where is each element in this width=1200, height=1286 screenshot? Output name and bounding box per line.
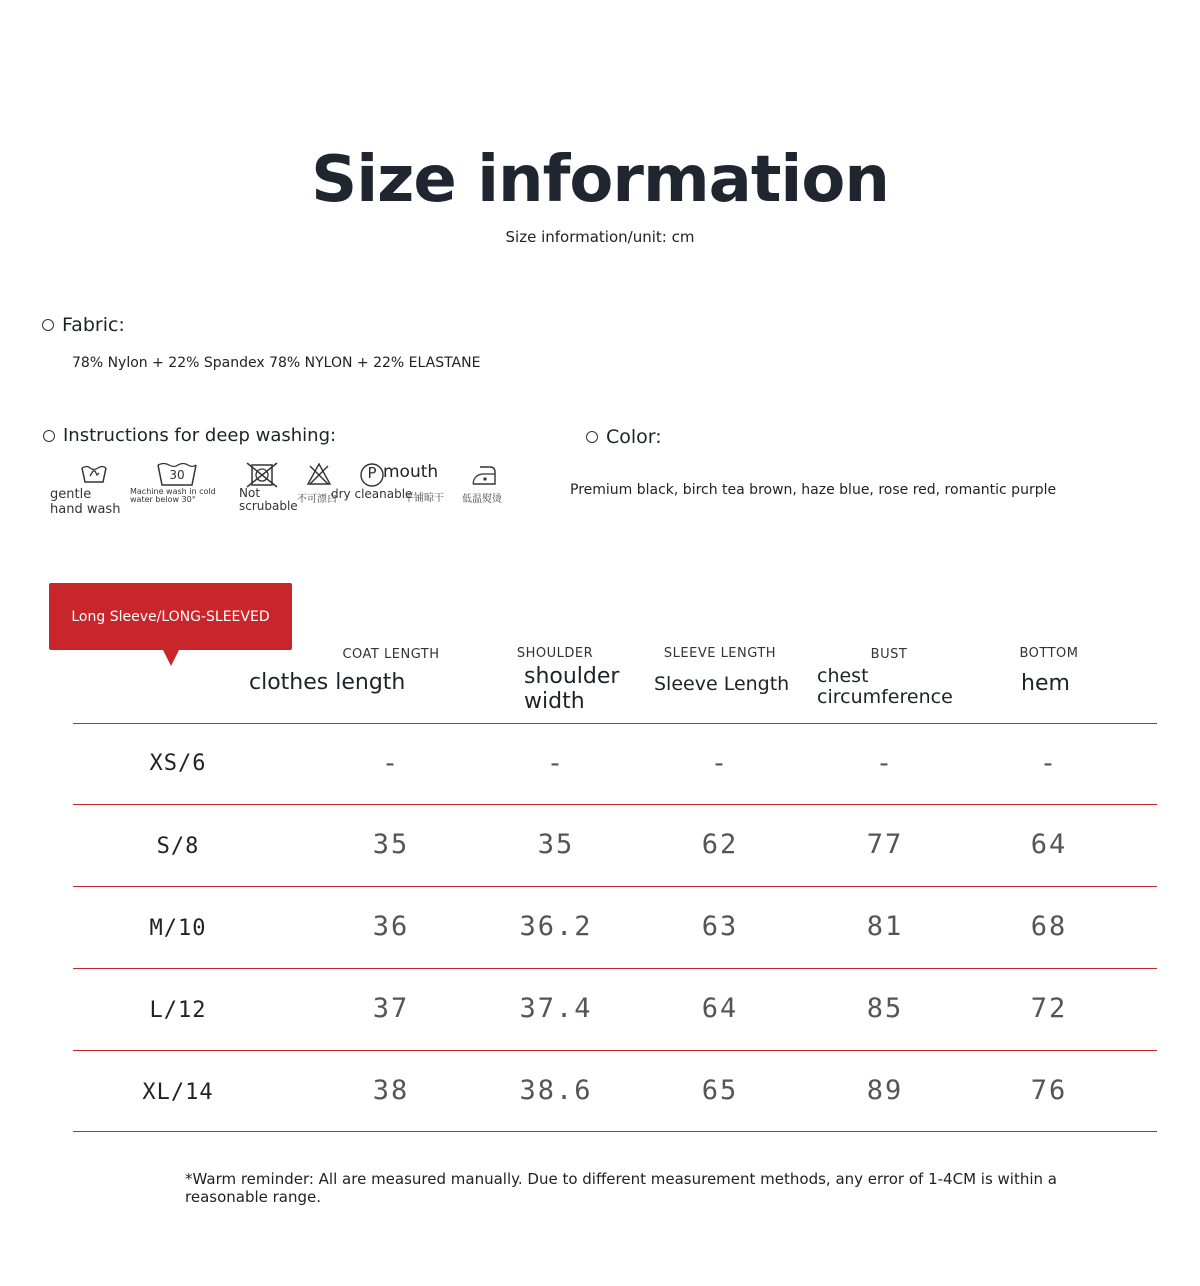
wash-text-line: hand wash — [50, 502, 121, 517]
washing-section-header — [43, 425, 336, 446]
value-sleeve-length: 65 — [701, 1075, 739, 1106]
wash-item-iron-cn: 低温熨烫 — [462, 494, 502, 505]
value-sleeve-length: 64 — [701, 993, 739, 1024]
wash-item-dry-cleanable: dry cleanable — [331, 487, 413, 501]
wash-text-line: Not — [239, 486, 261, 500]
size-label: S/8 — [156, 834, 200, 859]
value-bust: 81 — [866, 911, 904, 942]
value-shoulder: 35 — [537, 829, 575, 860]
fabric-section-header — [42, 314, 125, 336]
value-sleeve-length: - — [710, 748, 730, 779]
value-coat-length: 37 — [372, 993, 410, 1024]
col-header-local — [817, 666, 953, 708]
washing-label: Instructions for deep washing: — [63, 425, 337, 446]
value-coat-length: 35 — [372, 829, 410, 860]
bullet-circle-icon — [586, 431, 598, 443]
table-row — [73, 969, 1157, 1050]
bullet-circle-icon — [42, 319, 54, 331]
value-bottom: 64 — [1030, 829, 1068, 860]
wash-item-hand-wash — [50, 487, 120, 517]
value-bottom: 68 — [1030, 911, 1068, 942]
wash-item-no-bleach-cn: 不可漂白 — [297, 494, 337, 505]
col-header-line: circumference — [817, 686, 953, 708]
wash-temperature: 30 — [169, 468, 185, 482]
col-header-line: shoulder — [524, 664, 620, 689]
col-header-local: clothes length — [249, 670, 406, 695]
col-header-line: chest — [817, 665, 869, 687]
value-sleeve-length: 62 — [701, 829, 739, 860]
value-bottom: 76 — [1030, 1075, 1068, 1106]
bullet-circle-icon — [43, 430, 55, 442]
col-header-en: BOTTOM — [1019, 646, 1079, 661]
value-bust: - — [875, 748, 895, 779]
col-header-local: hem — [1021, 671, 1070, 696]
wash-item-mouth: mouth — [383, 462, 439, 482]
value-bust: 77 — [866, 829, 904, 860]
col-header-line: width — [524, 689, 585, 714]
value-shoulder: 36.2 — [519, 911, 593, 942]
badge-pointer — [163, 650, 179, 666]
color-options: Premium black, birch tea brown, haze blue, rose red, romantic purple — [570, 482, 1057, 498]
value-bottom: 72 — [1030, 993, 1068, 1024]
value-shoulder: 38.6 — [519, 1075, 593, 1106]
value-shoulder: 37.4 — [519, 993, 593, 1024]
wash-item-flat-dry-cn: 平铺晾干 — [404, 493, 444, 504]
wash-text-line: scrubable — [239, 499, 298, 513]
page-subtitle: Size information/unit: cm — [505, 228, 695, 246]
wash-item-machine-wash — [130, 488, 220, 504]
do-not-tumble-dry-icon — [244, 461, 280, 489]
measurement-reminder: *Warm reminder: All are measured manually. Due to different measurement methods, any error of 1-4CM is within a reasonable range. — [185, 1170, 1057, 1206]
fabric-composition: 78% Nylon + 22% Spandex 78% NYLON + 22% ELASTANE — [72, 355, 481, 371]
table-row — [73, 887, 1157, 968]
value-sleeve-length: 63 — [701, 911, 739, 942]
color-section-header — [586, 426, 662, 448]
value-coat-length: - — [381, 748, 401, 779]
value-coat-length: 36 — [372, 911, 410, 942]
size-label: XL/14 — [142, 1080, 214, 1105]
fabric-label: Fabric: — [62, 314, 125, 336]
table-row — [73, 1051, 1157, 1132]
col-header-en: SLEEVE LENGTH — [663, 646, 777, 661]
col-header-en: COAT LENGTH — [342, 647, 440, 662]
sleeve-type-badge: Long Sleeve/LONG-SLEEVED — [49, 583, 292, 650]
size-label: L/12 — [149, 998, 207, 1023]
value-bust: 85 — [866, 993, 904, 1024]
table-row — [73, 805, 1157, 886]
col-header-en: BUST — [870, 647, 908, 662]
value-coat-length: 38 — [372, 1075, 410, 1106]
value-shoulder: - — [546, 748, 566, 779]
col-header-local — [524, 664, 619, 714]
page-title: Size information — [311, 143, 889, 217]
do-not-bleach-icon — [306, 462, 332, 486]
table-row — [73, 724, 1157, 805]
value-bottom: - — [1039, 748, 1059, 779]
col-header-local: Sleeve Length — [654, 673, 790, 695]
value-bust: 89 — [866, 1075, 904, 1106]
col-header-en: SHOULDER — [516, 646, 594, 661]
size-label: M/10 — [149, 916, 207, 941]
wash-text-line: gentle — [50, 487, 92, 502]
size-label: XS/6 — [149, 751, 207, 776]
hand-wash-icon — [80, 462, 108, 486]
wash-item-not-scrubable — [239, 487, 298, 513]
wash-text-line: water below 30° — [130, 495, 196, 504]
color-label: Color: — [606, 426, 662, 448]
low-temp-iron-icon — [470, 462, 498, 488]
wash-text-line: Machine wash in cold — [130, 487, 216, 496]
dry-clean-letter: P — [367, 464, 377, 482]
